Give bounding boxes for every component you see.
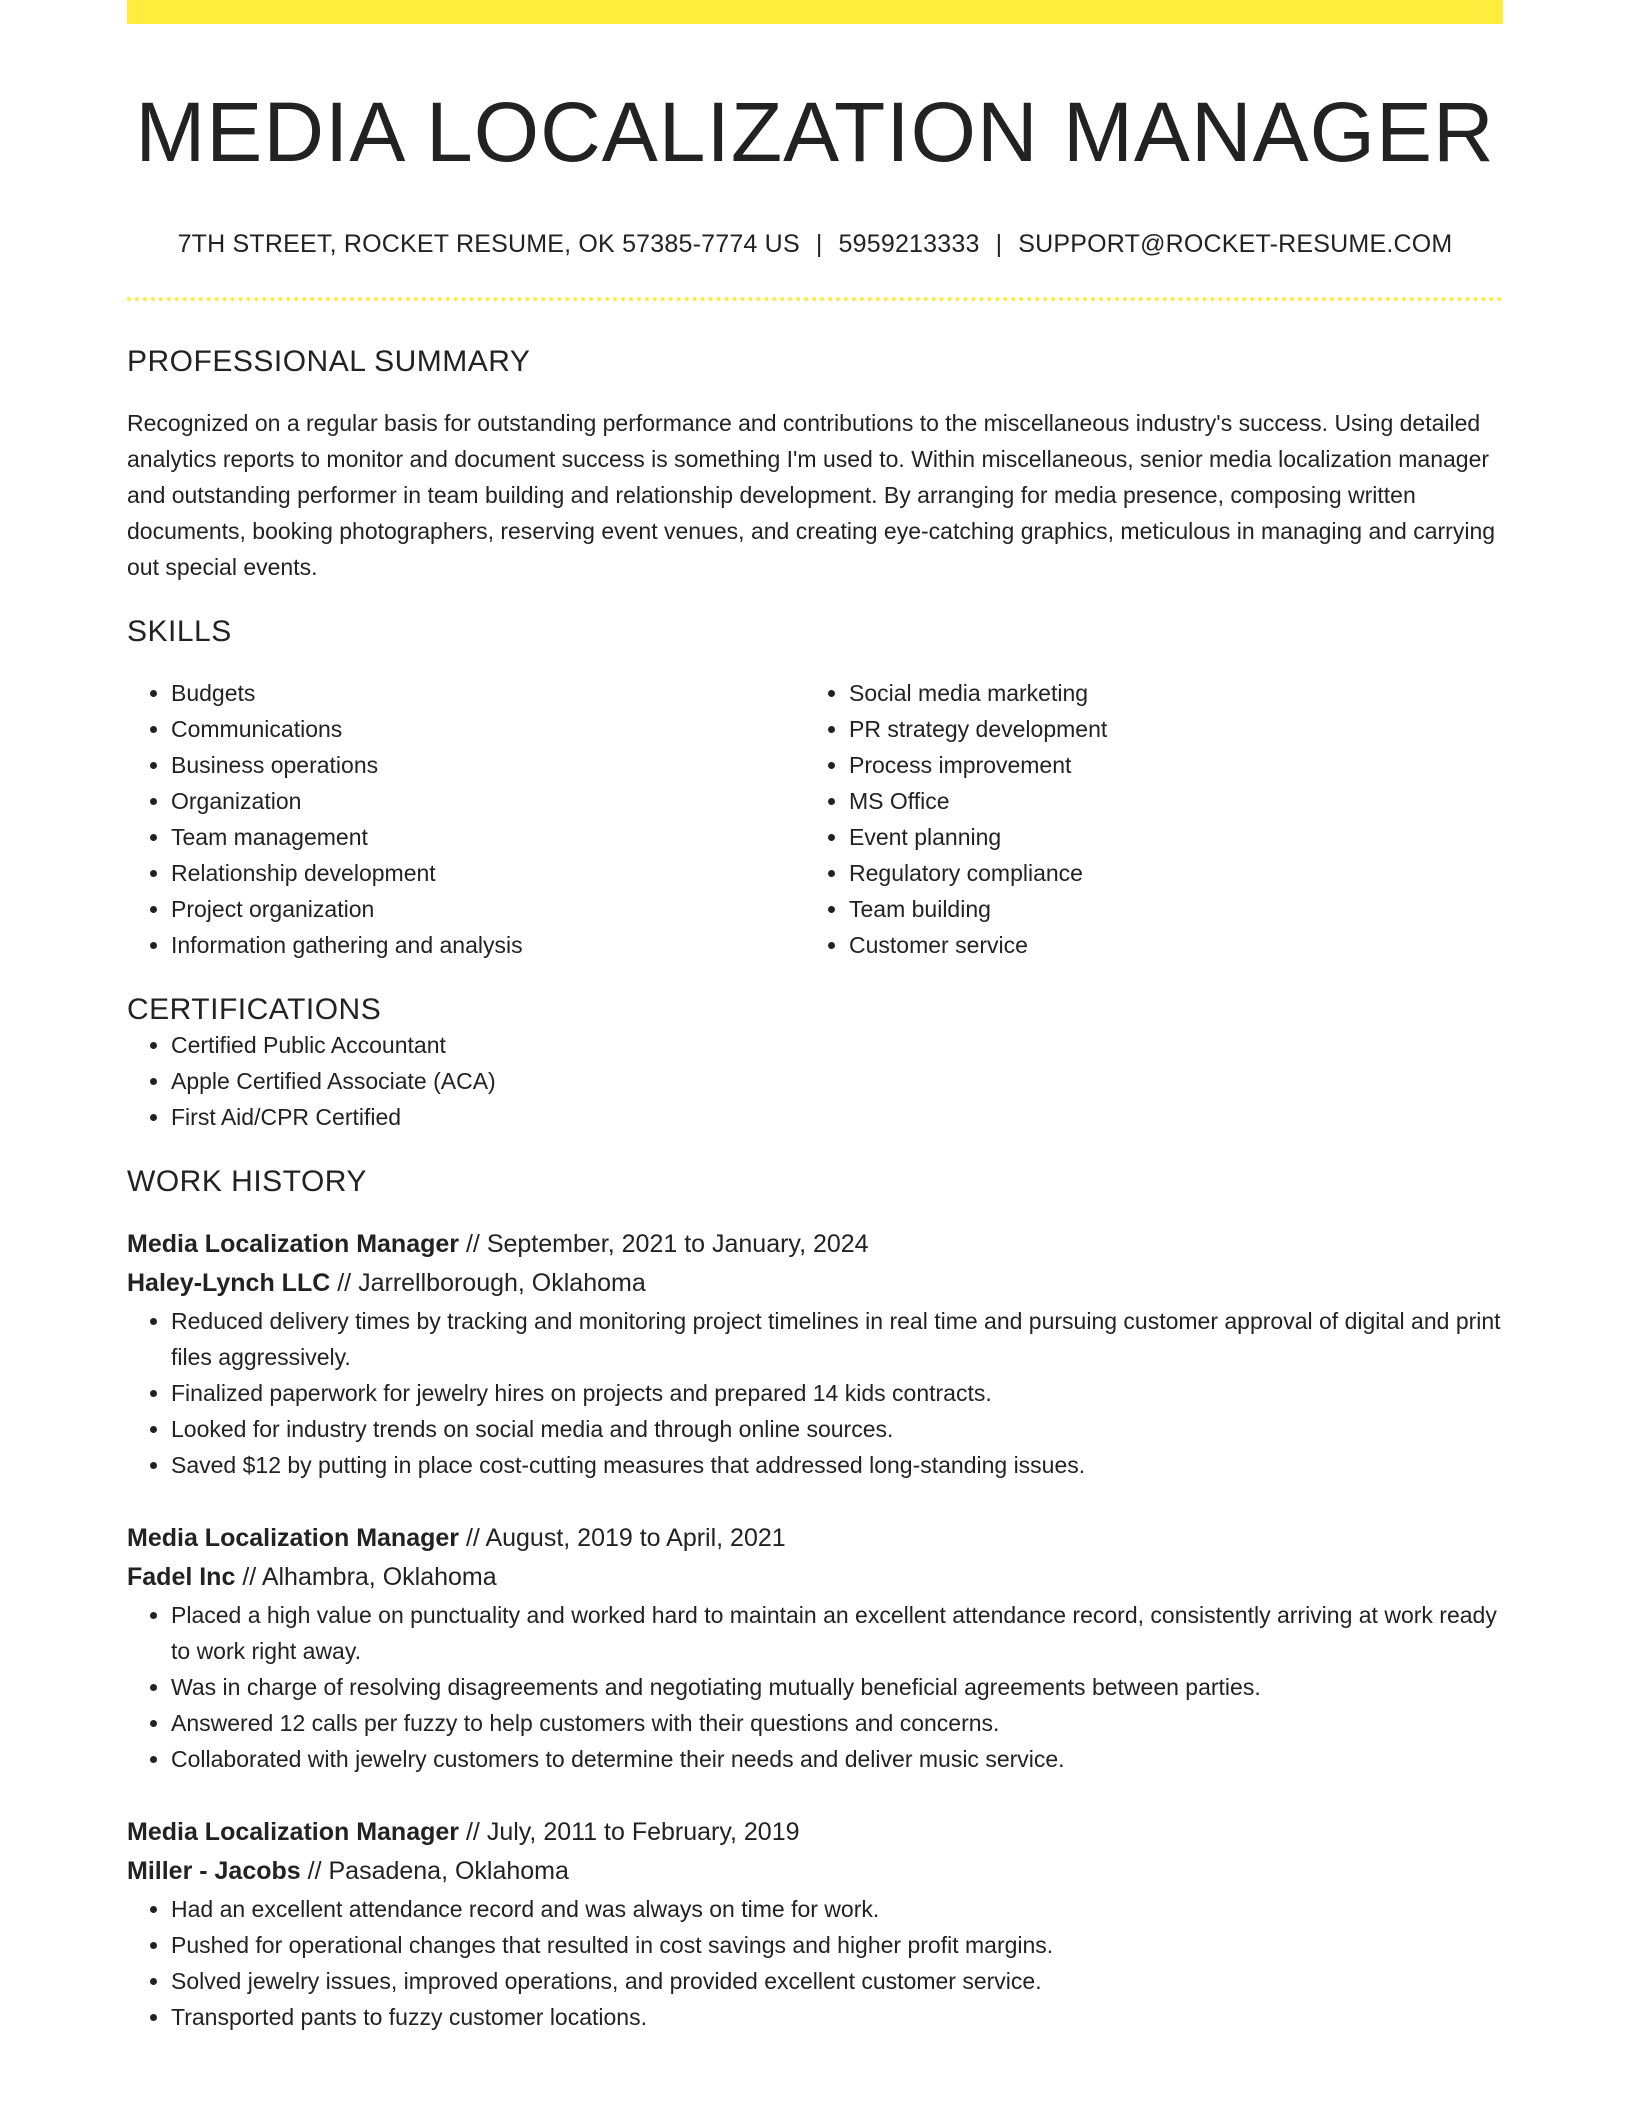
skill-item: • PR strategy development (849, 711, 1483, 747)
job-dates: July, 2011 to February, 2019 (486, 1818, 800, 1847)
job-bullet: • Placed a high value on punctuality and worked hard to maintain an excellent attendance record, consistently arriving at work ready to work right away. (171, 1597, 1503, 1669)
skills-heading: SKILLS (127, 615, 232, 649)
skill-item: • Process improvement (849, 747, 1483, 783)
skills-grid (127, 675, 1503, 963)
certification-item: • First Aid/CPR Certified (171, 1099, 1503, 1135)
resume-page (127, 0, 1503, 2035)
job-separator: // (465, 1230, 480, 1259)
header-divider (127, 297, 1503, 301)
job-bullet: • Transported pants to fuzzy customer locations. (171, 1999, 1503, 2035)
skills-list-left (127, 675, 805, 963)
skill-item: • Business operations (171, 747, 805, 783)
contact-email: SUPPORT@ROCKET-RESUME.COM (1018, 230, 1453, 259)
job-location: Alhambra, Oklahoma (261, 1563, 497, 1592)
job-bullet: • Had an excellent attendance record and was always on time for work. (171, 1891, 1503, 1927)
contact-separator: | (815, 230, 823, 259)
job-bullet: • Reduced delivery times by tracking and monitoring project timelines in real time and pursuing customer approval of digital and print files aggressively. (171, 1303, 1503, 1375)
skill-item: • Communications (171, 711, 805, 747)
job-entry (127, 1519, 1503, 1777)
job-bullet: • Finalized paperwork for jewelry hires on projects and prepared 14 kids contracts. (171, 1375, 1503, 1411)
job-company: Haley-Lynch LLC (127, 1269, 331, 1298)
skill-item: • Information gathering and analysis (171, 927, 805, 963)
skill-item: • Social media marketing (849, 675, 1483, 711)
job-role-line (127, 1519, 1503, 1558)
skill-item: • Team management (171, 819, 805, 855)
job-company: Fadel Inc (127, 1563, 236, 1592)
job-separator: // (465, 1524, 480, 1553)
job-bullet: • Solved jewelry issues, improved operations, and provided excellent customer service. (171, 1963, 1503, 1999)
job-company-line (127, 1852, 1503, 1891)
skills-list-right (805, 675, 1483, 963)
top-accent-bar (127, 0, 1503, 24)
summary-heading: PROFESSIONAL SUMMARY (127, 345, 531, 379)
job-bullets (127, 1597, 1503, 1777)
job-company-line (127, 1264, 1503, 1303)
skill-item: • Customer service (849, 927, 1483, 963)
skills-column-left (127, 675, 805, 963)
skills-column-right (805, 675, 1483, 963)
skill-item: • Team building (849, 891, 1483, 927)
job-bullets (127, 1303, 1503, 1483)
skill-item: • Regulatory compliance (849, 855, 1483, 891)
job-bullet: • Looked for industry trends on social media and through online sources. (171, 1411, 1503, 1447)
job-role-line (127, 1225, 1503, 1264)
job-separator: // (242, 1563, 257, 1592)
job-bullets (127, 1891, 1503, 2035)
job-separator: // (307, 1857, 322, 1886)
job-dates: September, 2021 to January, 2024 (486, 1230, 869, 1259)
certifications-heading: CERTIFICATIONS (127, 993, 382, 1027)
job-separator: // (337, 1269, 352, 1298)
skill-item: • Budgets (171, 675, 805, 711)
job-bullet: • Saved $12 by putting in place cost-cutting measures that addressed long-standing issues. (171, 1447, 1503, 1483)
job-bullet: • Pushed for operational changes that resulted in cost savings and higher profit margins. (171, 1927, 1503, 1963)
skill-item: • Event planning (849, 819, 1483, 855)
job-role-line (127, 1813, 1503, 1852)
skill-item: • MS Office (849, 783, 1483, 819)
job-role: Media Localization Manager (127, 1230, 460, 1259)
certifications-list (127, 1027, 1503, 1135)
contact-separator: | (995, 230, 1003, 259)
job-entry (127, 1225, 1503, 1483)
work-history-heading: WORK HISTORY (127, 1165, 367, 1199)
certification-item: • Apple Certified Associate (ACA) (171, 1063, 1503, 1099)
contact-line (127, 230, 1503, 259)
skill-item: • Project organization (171, 891, 805, 927)
job-location: Jarrellborough, Oklahoma (358, 1269, 646, 1298)
skill-item: • Relationship development (171, 855, 805, 891)
job-bullet: • Answered 12 calls per fuzzy to help customers with their questions and concerns. (171, 1705, 1503, 1741)
job-dates: August, 2019 to April, 2021 (485, 1524, 786, 1553)
summary-text: Recognized on a regular basis for outstanding performance and contributions to the miscellaneous industry's success. Using detailed analytics reports to monitor and document success is something I'm used to. Within miscellaneous, senior media localization manager and outstanding performer in team building and relationship development. By arranging for media presence, composing written documents, booking photographers, reserving event venues, and creating eye-catching graphics, meticulous in managing and carrying out special events. (127, 410, 1496, 581)
job-company-line (127, 1558, 1503, 1597)
resume-name: MEDIA LOCALIZATION MANAGER (135, 85, 1495, 179)
job-separator: // (465, 1818, 480, 1847)
skill-item: • Organization (171, 783, 805, 819)
job-location: Pasadena, Oklahoma (328, 1857, 569, 1886)
job-bullet: • Was in charge of resolving disagreements and negotiating mutually beneficial agreements between parties. (171, 1669, 1503, 1705)
job-role: Media Localization Manager (127, 1524, 460, 1553)
job-bullet: • Collaborated with jewelry customers to determine their needs and deliver music service. (171, 1741, 1503, 1777)
job-role: Media Localization Manager (127, 1818, 460, 1847)
job-entry (127, 1813, 1503, 2035)
contact-phone: 5959213333 (838, 230, 980, 259)
certification-item: • Certified Public Accountant (171, 1027, 1503, 1063)
contact-address: 7TH STREET, ROCKET RESUME, OK 57385-7774 US (177, 230, 800, 259)
job-company: Miller - Jacobs (127, 1857, 301, 1886)
